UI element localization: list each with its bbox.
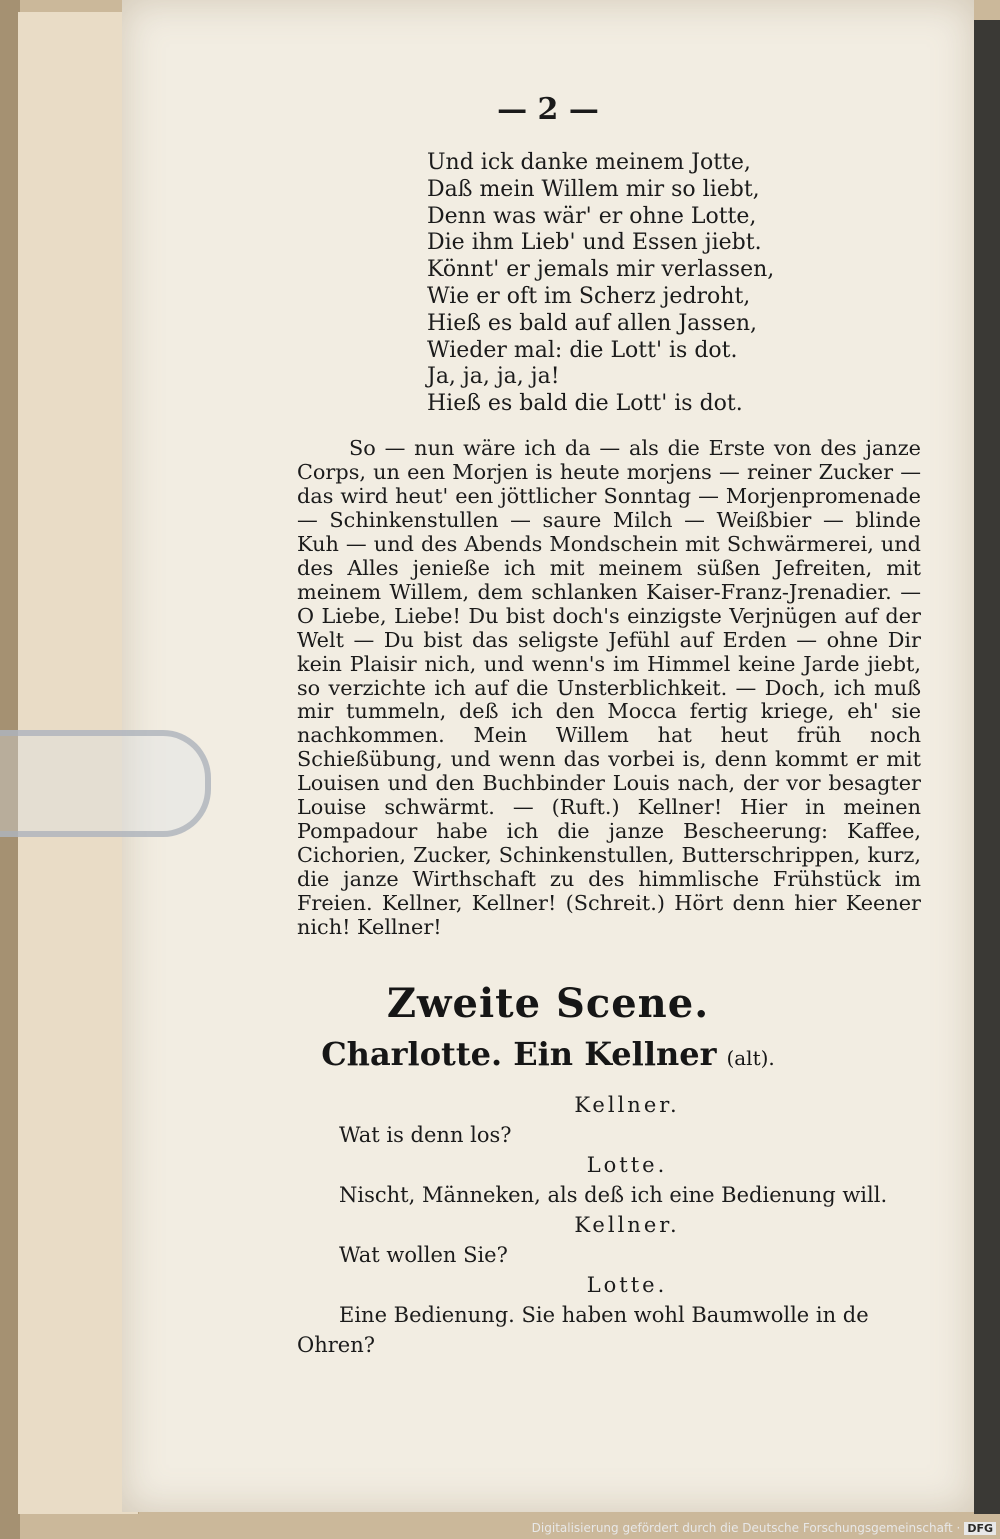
digitization-credit [532, 1521, 996, 1535]
verse-line: Hieß es bald die Lott' is dot. [427, 391, 743, 417]
speaker-label: Lotte. [586, 1273, 668, 1297]
dialogue-line: Nischt, Männeken, als deß ich eine Bedienung will. [339, 1183, 888, 1207]
scene-persons [122, 1035, 974, 1073]
verse-line: Hieß es bald auf allen Jassen, [427, 310, 758, 336]
book-page [122, 0, 974, 1512]
verse-line: Wie er oft im Scherz jedroht, [427, 283, 751, 309]
verse-line: Könnt' er jemals mir verlassen, [427, 257, 775, 283]
dialogue-line: Wat is denn los? [339, 1123, 512, 1147]
monologue-paragraph: So — nun wäre ich da — als die Erste von des janze Corps, un een Morjen is heute morjens — reiner Zucker — das wird heut' een jöttlicher Sonntag — Morjenpromenade — Schinkenstullen — saure Milch — Weißbier — blinde Kuh — und des Abends Mondschein mit Schwärmerei, und des Alles jenieße ich mit meinem süßen Jefreiten, mit meinem Willem, dem schlanken Kaiser-Franz-Jrenadier. — O Liebe, Liebe! Du bist doch's einzigste Verjnügen auf der Welt — Du bist das seligste Jefühl auf Erden — ohne Dir kein Plaisir nich, und wenn's im Himmel keine Jarde jiebt, so verzichte ich auf die Unsterblichkeit. — Doch, ich muß mir tummeln, deß ich den Mocca fertig kriege, eh' sie nachkommen. Mein Willem hat heut früh noch Schießübung, und wenn das vorbei is, denn kommt er mit Louisen und den Buchbinder Louis nach, der vor besagter Louise schwärmt. — (Ruft.) Kellner! Hier in meinen Pompadour habe ich die janze Bescheerung: Kaffee, Cichorien, Zucker, Schinkenstullen, Butterschrippen, kurz, die janze Wirthschaft zu des himmlische Frühstück im Freien. Kellner, Kellner! (Schreit.) Hört denn hier Keener nich! Kellner! [297, 436, 921, 940]
verse-line: Die ihm Lieb' und Essen jiebt. [427, 230, 762, 256]
persons-note: (alt). [726, 1046, 775, 1070]
dfg-logo-icon: DFG [964, 1522, 996, 1535]
verse-line: Und ick danke meinem Jotte, [427, 150, 751, 175]
speaker-label: Kellner. [574, 1213, 680, 1237]
page-clip [0, 730, 211, 837]
verse-line: Denn was wär' er ohne Lotte, [427, 203, 757, 229]
scene-title: Zweite Scene. [386, 980, 710, 1027]
scan-border [974, 20, 1000, 1514]
dialogue-line: Eine Bedienung. Sie haben wohl Baumwolle in de Ohren? [297, 1303, 869, 1357]
verse-block [427, 150, 807, 418]
speaker-label: Kellner. [574, 1093, 680, 1117]
dialogue-line: Wat wollen Sie? [339, 1243, 508, 1267]
speaker-label: Lotte. [586, 1153, 668, 1177]
persons-names: Charlotte. Ein Kellner [321, 1035, 717, 1073]
credit-text: Digitalisierung gefördert durch die Deutsche Forschungsgemeinschaft · [531, 1521, 961, 1535]
dialogue [297, 1090, 917, 1360]
verse-line: Wieder mal: die Lott' is dot. [427, 337, 738, 363]
verse-line: Daß mein Willem mir so liebt, [427, 176, 760, 202]
verse-line: Ja, ja, ja, ja! [427, 364, 560, 390]
page-number: — 2 — [497, 92, 599, 127]
monologue [297, 437, 921, 940]
